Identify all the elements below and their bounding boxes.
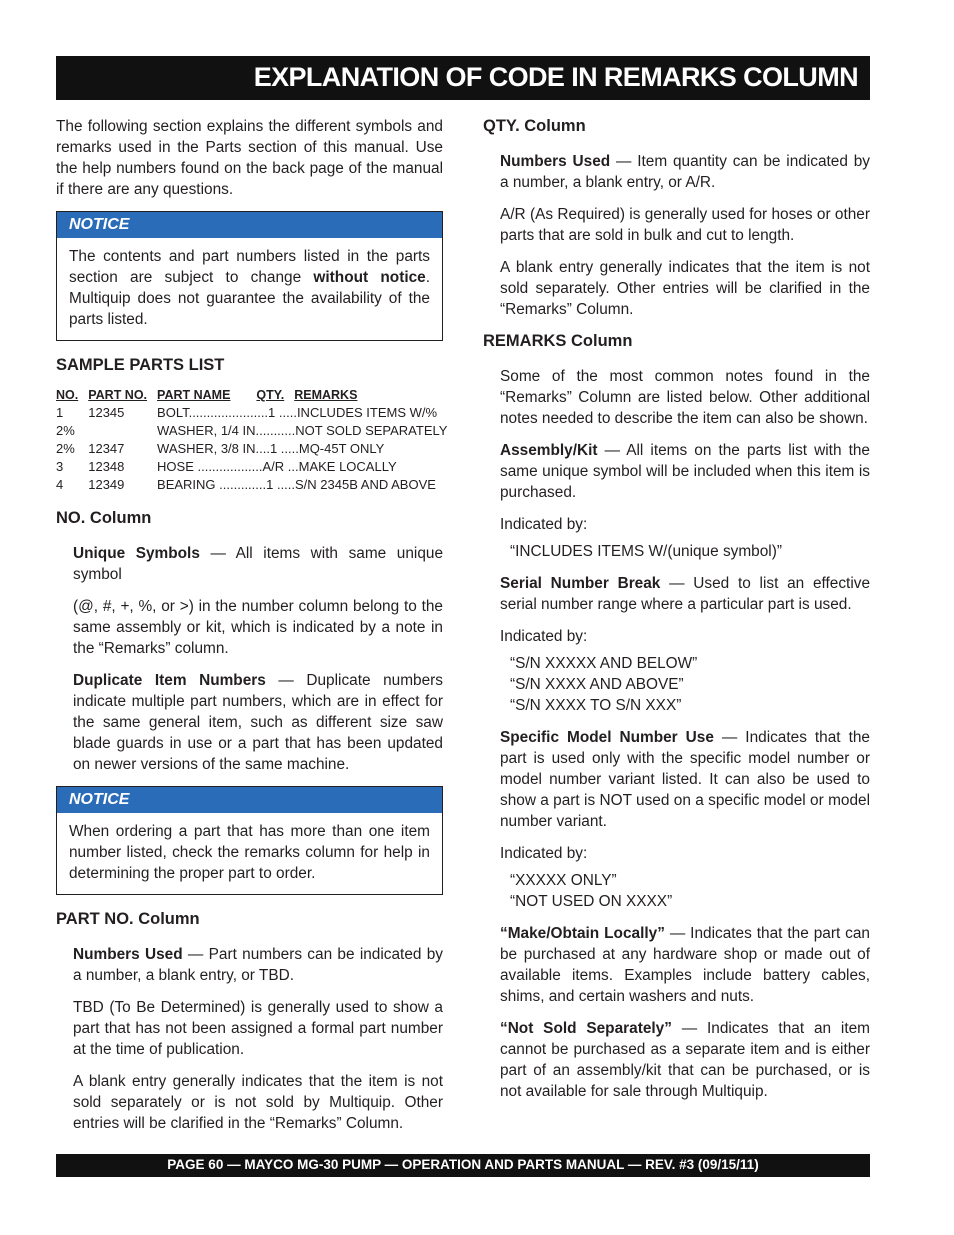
notice-box-2 <box>56 786 443 895</box>
notice-text <box>57 238 442 340</box>
notice-box-1 <box>56 211 443 341</box>
notice-text: When ordering a part that has more than one item number listed, check the remarks column for help in determining the proper part to order. <box>69 823 430 882</box>
cell-partno: 12345 <box>88 405 125 420</box>
col-header-remarks: REMARKS <box>294 388 358 402</box>
numbers-used-text: — Item quantity can be indicated by a number, a blank entry, or A/R. <box>500 153 870 191</box>
cell-partno: 12349 <box>88 477 125 492</box>
numbers-used-label: Numbers Used <box>500 153 611 170</box>
remarks-column-heading: REMARKS Column <box>483 332 633 350</box>
cell-detail: WASHER, 3/8 IN....1 .....MQ-45T ONLY <box>157 441 385 456</box>
tbd-paragraph: TBD (To Be Determined) is generally used to show a part that has not been assigned a formal part number at the time of publication. <box>73 999 443 1058</box>
cell-detail: HOSE ..................A/R ...MAKE LOCALLY <box>157 459 397 474</box>
col-header: NO. <box>56 388 79 402</box>
not-sold-separately-paragraph <box>500 1018 870 1102</box>
indicated-by: Indicated by: <box>500 845 588 862</box>
col-header: PART NO. <box>88 388 148 402</box>
example-line: “INCLUDES ITEMS W/(unique symbol)” <box>510 543 782 560</box>
cell-no: 3 <box>56 459 64 474</box>
model-number-paragraph <box>500 727 870 832</box>
page-footer-bar <box>56 1154 870 1177</box>
table-header-row <box>56 386 453 404</box>
blank-entry-paragraph: A blank entry generally indicates that the item is not sold separately or is not sold by Multiquip. Other entries will be clarified in the “Remarks” Column. <box>73 1073 443 1132</box>
sample-parts-table <box>56 386 453 494</box>
example-line: “S/N XXXX AND ABOVE” <box>510 676 684 693</box>
model-number-label: Specific Model Number Use <box>500 729 714 746</box>
example-line: “NOT USED ON XXXX” <box>510 893 673 910</box>
example-line: “XXXXX ONLY” <box>510 872 617 889</box>
remarks-intro-paragraph: Some of the most common notes found in the “Remarks” Column are listed below. Other additional notes needed to describe the item can also be shown. <box>500 368 870 427</box>
make-locally-paragraph <box>500 923 870 1007</box>
notice-text-bold: without notice <box>313 269 426 286</box>
duplicate-paragraph <box>73 670 443 775</box>
serial-break-paragraph <box>500 573 870 615</box>
notice-text-part: . Multiquip does not guarantee the availability of the parts listed. <box>69 269 430 328</box>
col-header-qty: QTY. <box>256 388 285 402</box>
indicated-by: Indicated by: <box>500 628 588 645</box>
qty-numbers-paragraph <box>500 151 870 193</box>
not-sold-separately-label: “Not Sold Separately” <box>500 1020 672 1037</box>
cell-partno <box>88 422 157 440</box>
partno-numbers-paragraph <box>73 944 443 986</box>
unique-symbols-label: Unique Symbols <box>73 545 200 562</box>
serial-break-text: — Used to list an effective serial number range where a particular part is used. <box>500 575 871 613</box>
notice-label: NOTICE <box>57 212 442 238</box>
cell-partno: 12348 <box>88 459 125 474</box>
table-row <box>56 476 453 494</box>
notice-text-part: The contents and part numbers listed in the parts section are subject to change <box>69 248 430 286</box>
ar-paragraph: A/R (As Required) is generally used for hoses or other parts that are sold in bulk and cut to length. <box>500 206 870 244</box>
model-number-text: — Indicates that the part is used only with the specific model number or model number variant listed. It can also be used to show a part is NOT used on a specific model or model number variant. <box>500 729 870 830</box>
table-row <box>56 440 453 458</box>
assembly-kit-text: — All items on the parts list with the same unique symbol will be included when this item is purchased. <box>500 442 870 501</box>
notice-label: NOTICE <box>57 787 442 813</box>
cell-detail: BEARING .............1 .....S/N 2345B AND ABOVE <box>157 477 436 492</box>
numbers-used-text: — Part numbers can be indicated by a number, a blank entry, or TBD. <box>73 946 443 984</box>
col-header-partname: PART NAME <box>157 388 231 402</box>
duplicate-text: — Duplicate numbers indicate multiple part numbers, which are in effect for the same general item, such as different size saw blade guards in use or a part that has been updated on newer versions of the same machine. <box>73 672 444 773</box>
cell-no: 2% <box>56 441 75 456</box>
qty-blank-paragraph: A blank entry generally indicates that the item is not sold separately. Other entries will be clarified in the “Remarks” Column. <box>500 259 870 318</box>
unique-symbols-paragraph <box>73 543 443 585</box>
intro-paragraph: The following section explains the different symbols and remarks used in the Parts section of this manual. Use the help numbers found on the back page of the manual if there are any questions. <box>56 118 443 198</box>
unique-symbols-text: — All items with same unique symbol <box>73 545 444 583</box>
col-header <box>157 386 453 404</box>
page-title: EXPLANATION OF CODE IN REMARKS COLUMN <box>253 62 858 92</box>
symbols-paragraph: (@, #, +, %, or >) in the number column belong to the same assembly or kit, which is indicated by a note in the “Remarks” column. <box>73 598 443 657</box>
partno-column-heading: PART NO. Column <box>56 910 200 928</box>
cell-partno: 12347 <box>88 441 125 456</box>
table-row <box>56 422 453 440</box>
cell-no: 1 <box>56 405 64 420</box>
table-row <box>56 404 453 422</box>
no-column-heading: NO. Column <box>56 509 152 527</box>
cell-no: 2% <box>56 423 75 438</box>
indicated-by: Indicated by: <box>500 516 588 533</box>
assembly-kit-label: Assembly/Kit <box>500 442 598 459</box>
cell-no: 4 <box>56 477 64 492</box>
page-header-bar <box>56 56 870 100</box>
cell-detail: WASHER, 1/4 IN...........NOT SOLD SEPARATELY <box>157 423 448 438</box>
not-sold-separately-text: — Indicates that an item cannot be purchased as a separate item and is either part of an assembly/kit that can be purchased, or is not available for sale through Multiquip. <box>500 1020 870 1100</box>
sample-parts-heading: SAMPLE PARTS LIST <box>56 356 225 374</box>
example-line: “S/N XXXXX AND BELOW” <box>510 655 698 672</box>
make-locally-text: — Indicates that the part can be purchased at any hardware shop or made out of available items. Examples include battery cables, shims, and certain washers and nuts. <box>500 925 870 1005</box>
left-column <box>56 116 448 1145</box>
cell-detail: BOLT......................1 .....INCLUDES ITEMS W/% <box>157 405 438 420</box>
assembly-kit-paragraph <box>500 440 870 503</box>
duplicate-label: Duplicate Item Numbers <box>73 672 266 689</box>
right-column <box>483 116 870 1113</box>
numbers-used-label: Numbers Used <box>73 946 183 963</box>
make-locally-label: “Make/Obtain Locally” <box>500 925 665 942</box>
footer-text: PAGE 60 — MAYCO MG-30 PUMP — OPERATION AND PARTS MANUAL — REV. #3 (09/15/11) <box>167 1157 759 1172</box>
serial-break-label: Serial Number Break <box>500 575 661 592</box>
table-row <box>56 458 453 476</box>
example-line: “S/N XXXX TO S/N XXX” <box>510 697 682 714</box>
qty-column-heading: QTY. Column <box>483 117 586 135</box>
